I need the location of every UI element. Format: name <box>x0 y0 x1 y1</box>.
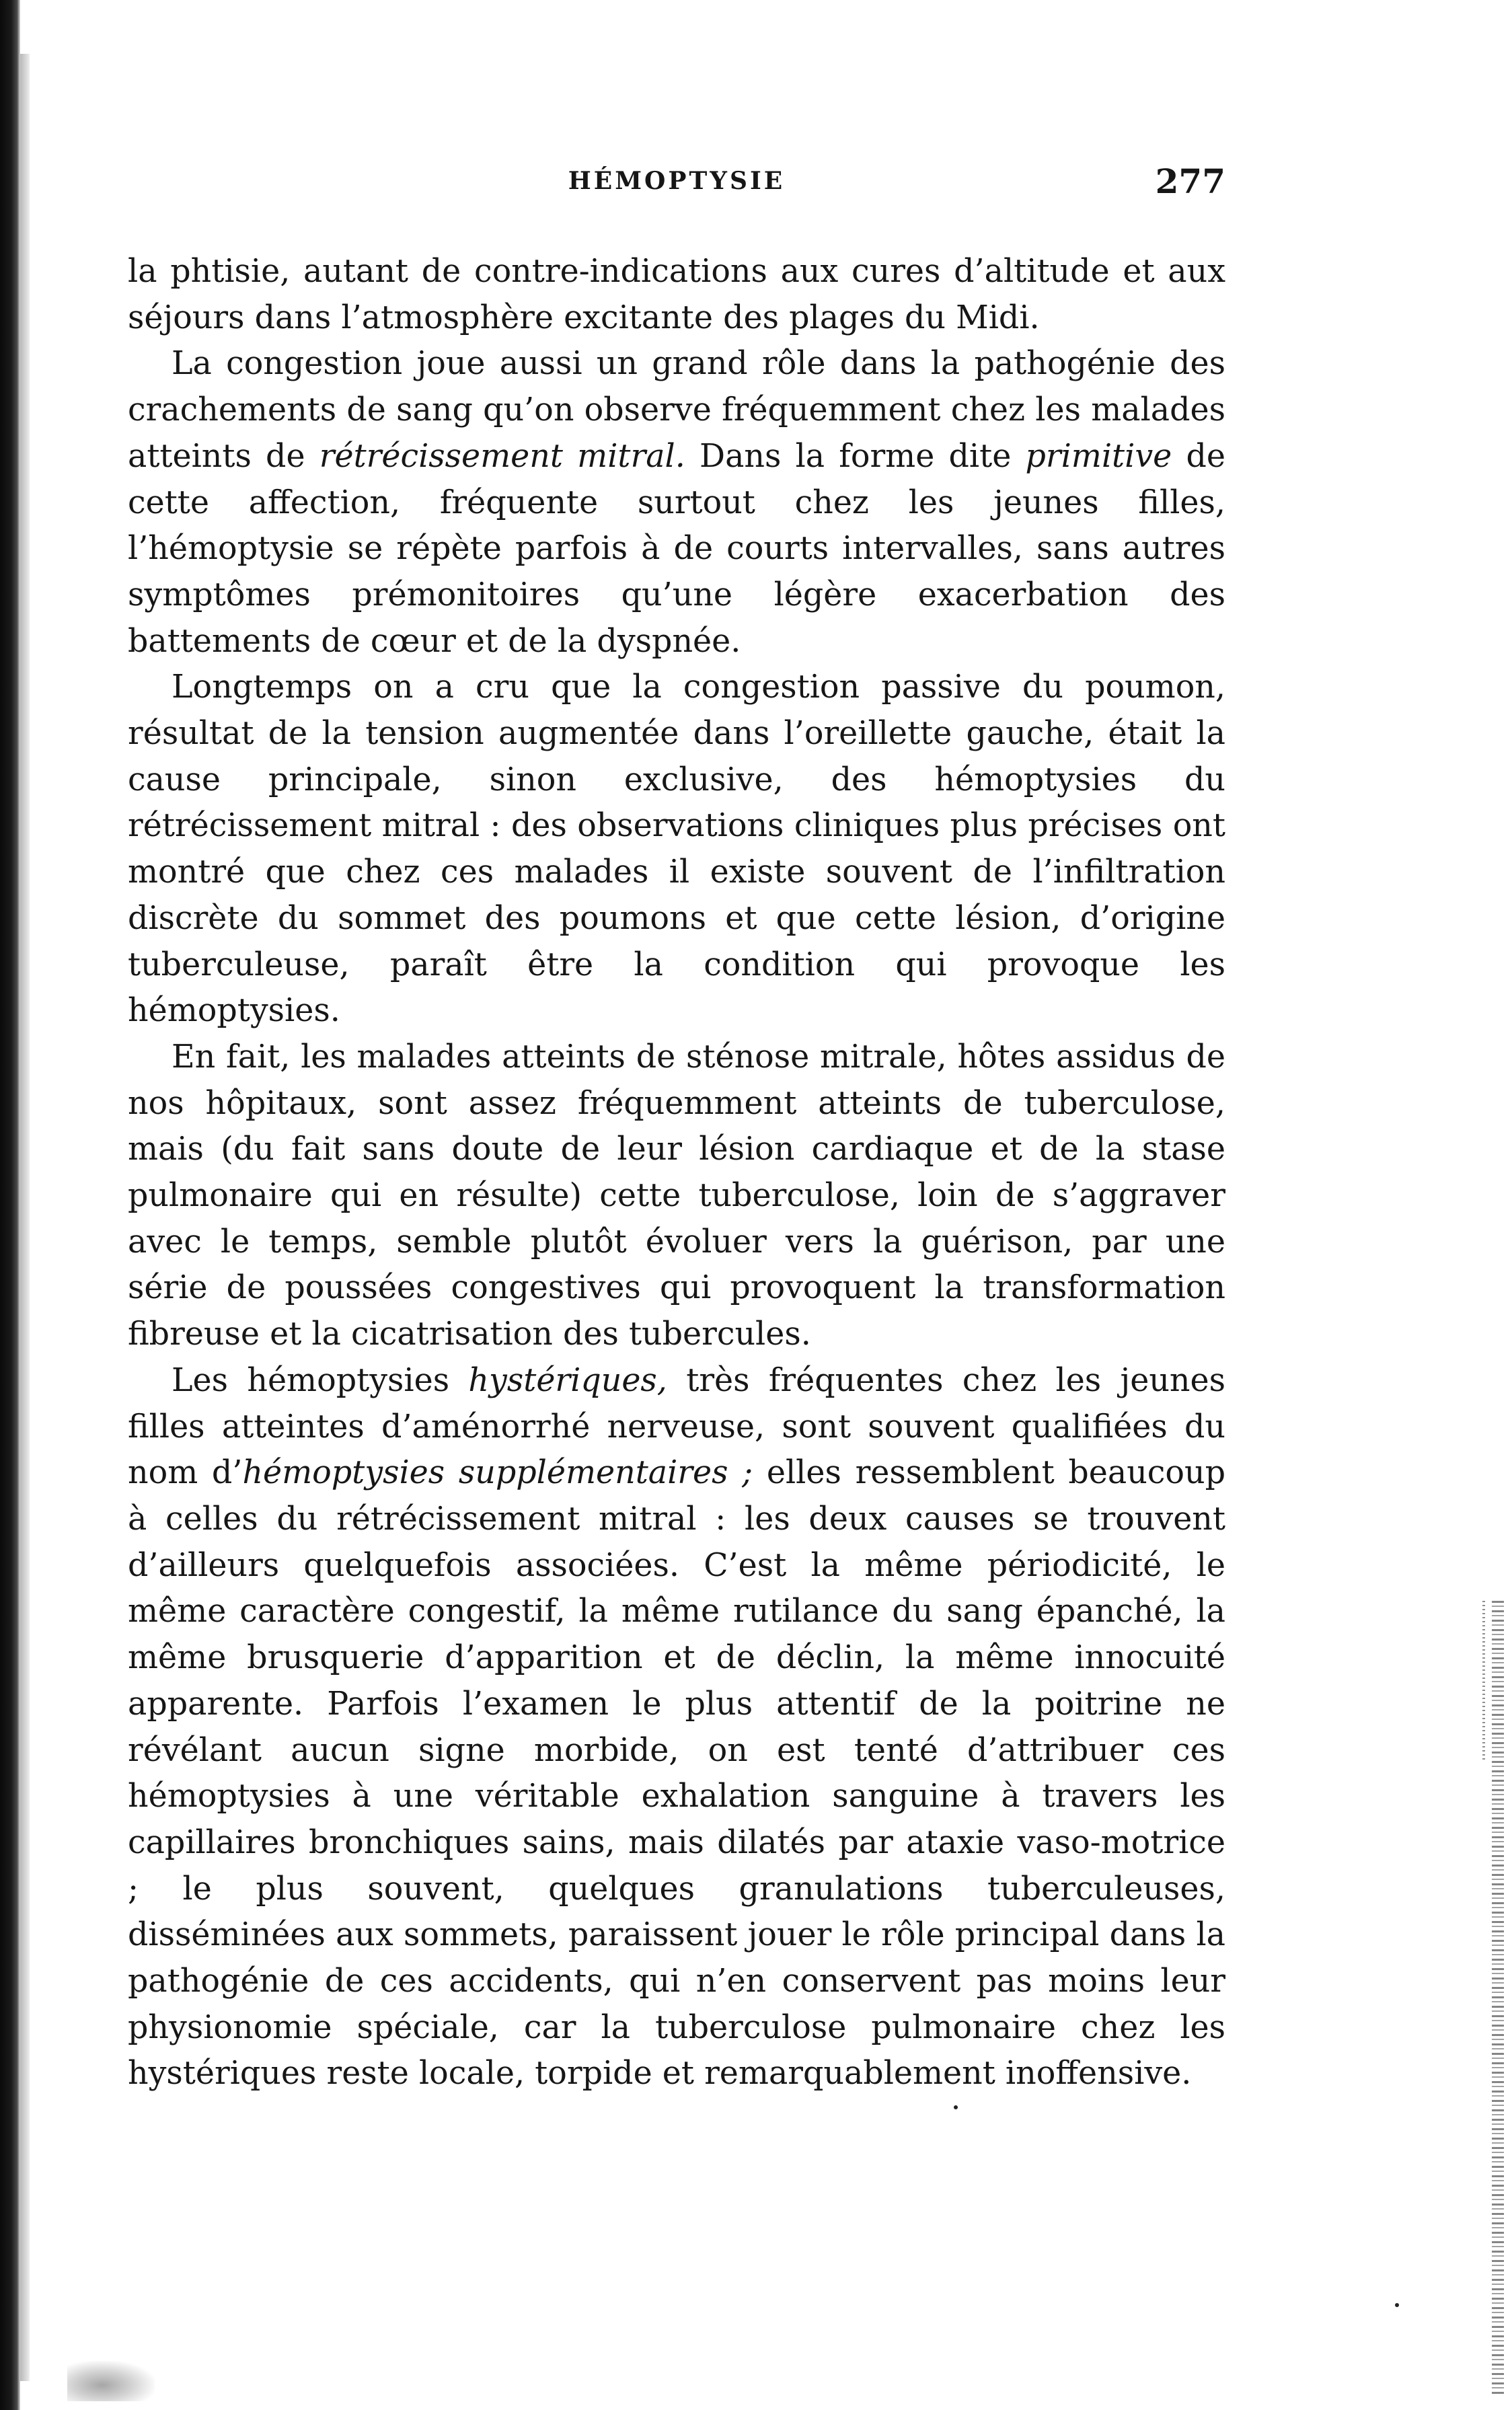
scan-smudge <box>67 2361 155 2401</box>
stray-mark <box>1395 2303 1399 2307</box>
body-text <box>128 249 1225 2097</box>
scan-edge-noise-thin <box>1482 1601 1485 1762</box>
scan-edge-noise <box>1492 1601 1504 2395</box>
stray-mark <box>954 2105 958 2109</box>
paragraph <box>128 1358 1225 2097</box>
italic-text: rétrécissement mitral. <box>319 437 685 475</box>
text-run: très fréquentes chez les jeunes filles atteintes d’aménorrhé nerveuse, sont souvent qualifiées du nom d’ <box>128 1361 1226 1492</box>
text-run: de cette affection, fréquente surtout chez les jeunes filles, l’hémoptysie se répète parfois à de courts intervalles, sans autres symptômes prémonitoires qu’une légère exacerbation des battements de cœur et de la dyspnée. <box>128 437 1225 660</box>
text-run: Longtemps on a cru que la congestion passive du poumon, résultat de la tension augmentée dans l’oreillette gauche, était la cause principale, sinon exclusive, des hémoptysies du rétrécissement mitral : des observations cliniques plus précises ont montré que chez ces malades il existe souvent de l’infiltration discrète du sommet des poumons et que cette lésion, d’origine tuberculeuse, paraît être la condition qui provoque les hémoptysies. <box>128 669 1225 1030</box>
running-title: HÉMOPTYSIE <box>568 167 786 195</box>
italic-text: hémoptysies supplémentaires ; <box>242 1454 753 1492</box>
binding-edge <box>0 0 20 2410</box>
text-run: Les hémoptysies <box>172 1361 469 1399</box>
text-run: Dans la forme dite <box>685 437 1026 475</box>
italic-text: hystériques, <box>468 1361 667 1399</box>
paragraph <box>128 249 1225 341</box>
text-run: En fait, les malades atteints de sténose mitrale, hôtes assidus de nos hôpitaux, sont assez fréquemment atteints de tuberculose, mais (du fait sans doute de leur lésion cardiaque et de la stase pulmonaire qui en résulte) cette tuberculose, loin de s’aggraver avec le temps, semble plutôt évoluer vers la guérison, par une série de poussées congestives qui provoquent la transformation fibreuse et la cicatrisation des tubercules. <box>128 1038 1225 1353</box>
italic-text: primitive <box>1025 437 1172 475</box>
text-run: elles ressemblent beaucoup à celles du rétrécissement mitral : les deux causes se trouvent d’ailleurs quelquefois associées. C’est la même périodicité, le même caractère congestif, la même rutilance du sang épanché, la même brusquerie d’apparition et de déclin, la même innocuité apparente. Parfois l’examen le plus attentif de la poitrine ne révélant aucun signe morbide, on est tenté d’attribuer ces hémoptysies à une véritable exhalation sanguine à travers les capillaires bronchiques sains, mais dilatés par ataxie vaso-motrice ; le plus souvent, quelques granulations tuberculeuses, disséminées aux sommets, paraissent jouer le rôle principal dans la pathogénie de ces accidents, qui n’en conservent pas moins leur physionomie spéciale, car la tuberculose pulmonaire chez les hystériques reste locale, torpide et remarquablement inoffensive. <box>128 1454 1225 2093</box>
page-number: 277 <box>1155 161 1225 201</box>
text-run: La congestion joue aussi un grand rôle dans la pathogénie des crachements de sang qu’on observe fréquemment chez les malades atteints de <box>128 345 1225 475</box>
text-run: la phtisie, autant de contre-indications aux cures d’altitude et aux séjours dans l’atmosphère excitante des plages du Midi. <box>128 253 1225 336</box>
running-head <box>128 161 1225 207</box>
paragraph <box>128 665 1225 1034</box>
binding-shadow <box>20 54 30 2381</box>
paragraph <box>128 341 1225 665</box>
paragraph <box>128 1034 1225 1358</box>
